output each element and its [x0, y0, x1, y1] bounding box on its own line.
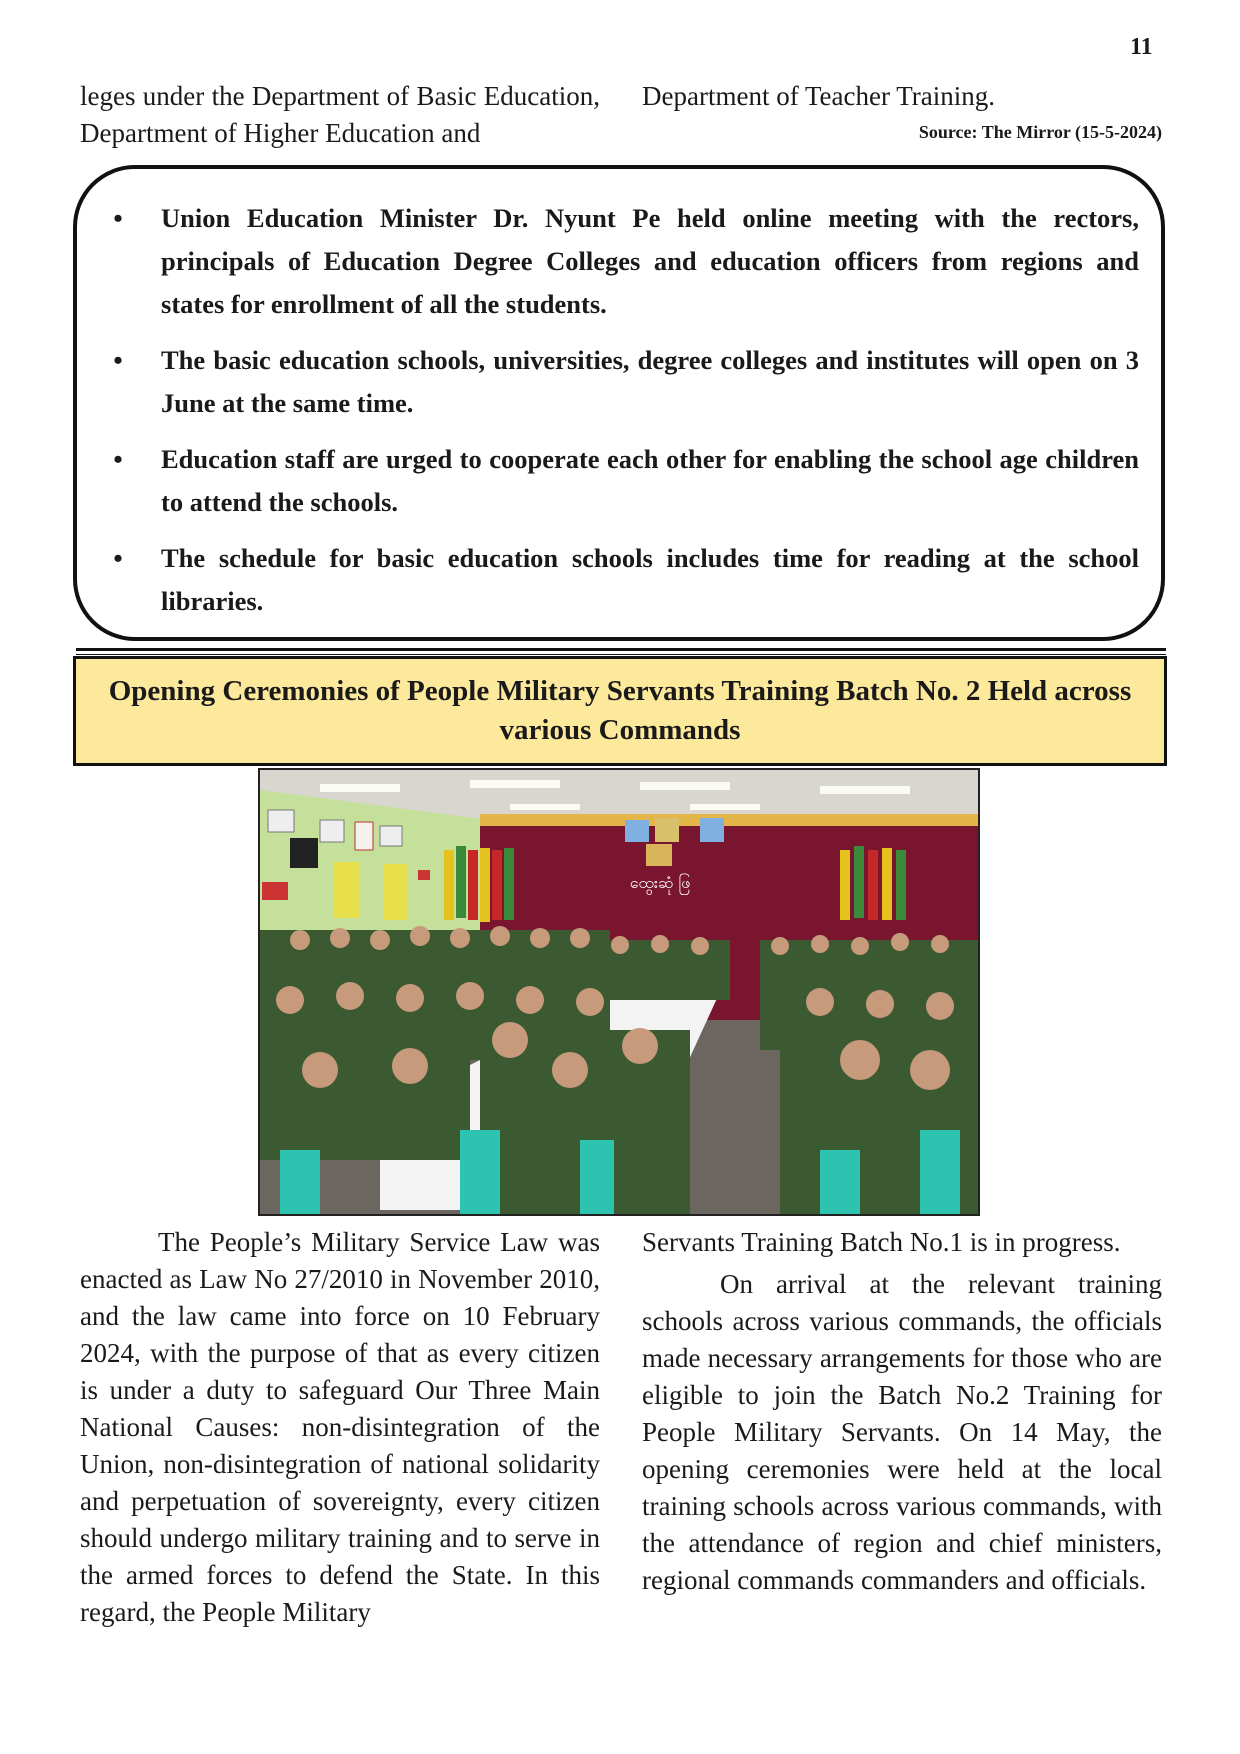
- highlight-item: [103, 339, 1139, 425]
- bullet-icon: •: [113, 345, 123, 375]
- divider-rule: [76, 648, 1166, 651]
- ceremony-photo-illustration: [260, 770, 978, 1214]
- highlight-text: Union Education Minister Dr. Nyunt Pe held online meeting with the rectors, principals of Education Degree Colleges and education officers from regions and states for enrollment of all the students.: [161, 203, 1139, 319]
- article-paragraph: The People’s Military Service Law was enacted as Law No 27/2010 in November 2010, and the law came into force on 10 February 2024, with the purpose of that as every citizen is under a duty to safeguard Our Three Main National Causes: non-disintegration of the Union, non-disintegration of national solidarity and perpetuation of sovereignty, every citizen should undergo military training and to serve in the armed forces to defend the State. In this regard, the People Military: [80, 1227, 600, 1627]
- highlight-item: [103, 197, 1139, 326]
- article-paragraph: On arrival at the relevant training schools across various commands, the officials made necessary arrangements for those who are eligible to join the Batch No.2 Training for People Military Servants. On 14 May, the opening ceremonies were held at the local training schools across various commands, with the attendance of region and chief ministers, regional commands commanders and officials.: [642, 1269, 1162, 1595]
- highlight-item: [103, 438, 1139, 524]
- highlights-box: [73, 165, 1165, 641]
- highlights-list: [103, 197, 1139, 636]
- article-headline: Opening Ceremonies of People Military Servants Training Batch No. 2 Held across various Commands: [73, 656, 1167, 766]
- page-number: 11: [1130, 34, 1153, 60]
- continued-paragraph-left: leges under the Department of Basic Education, Department of Higher Education and: [80, 81, 600, 148]
- bullet-icon: •: [113, 543, 123, 573]
- highlight-text: The schedule for basic education schools includes time for reading at the school libraries.: [161, 543, 1139, 616]
- highlight-item: [103, 537, 1139, 623]
- article-paragraph-continued: Servants Training Batch No.1 is in progress.: [642, 1227, 1121, 1257]
- ceremony-photo: [258, 768, 980, 1216]
- highlight-text: The basic education schools, universities, degree colleges and institutes will open on 3 June at the same time.: [161, 345, 1139, 418]
- highlight-text: Education staff are urged to cooperate each other for enabling the school age children to attend the schools.: [161, 444, 1139, 517]
- source-citation: Source: The Mirror (15-5-2024): [918, 122, 1162, 142]
- stage-banner-text: ထွေးဆုံ ဖြ: [629, 873, 691, 892]
- continued-text-right: [642, 78, 1162, 115]
- bullet-icon: •: [113, 444, 123, 474]
- continued-paragraph-right: Department of Teacher Training.: [642, 81, 996, 111]
- bullet-icon: •: [113, 203, 123, 233]
- continued-text-left: [80, 78, 600, 152]
- divider-rule-thin: [76, 654, 1166, 655]
- article-column-right: [642, 1224, 1162, 1599]
- article-column-left: [80, 1224, 600, 1631]
